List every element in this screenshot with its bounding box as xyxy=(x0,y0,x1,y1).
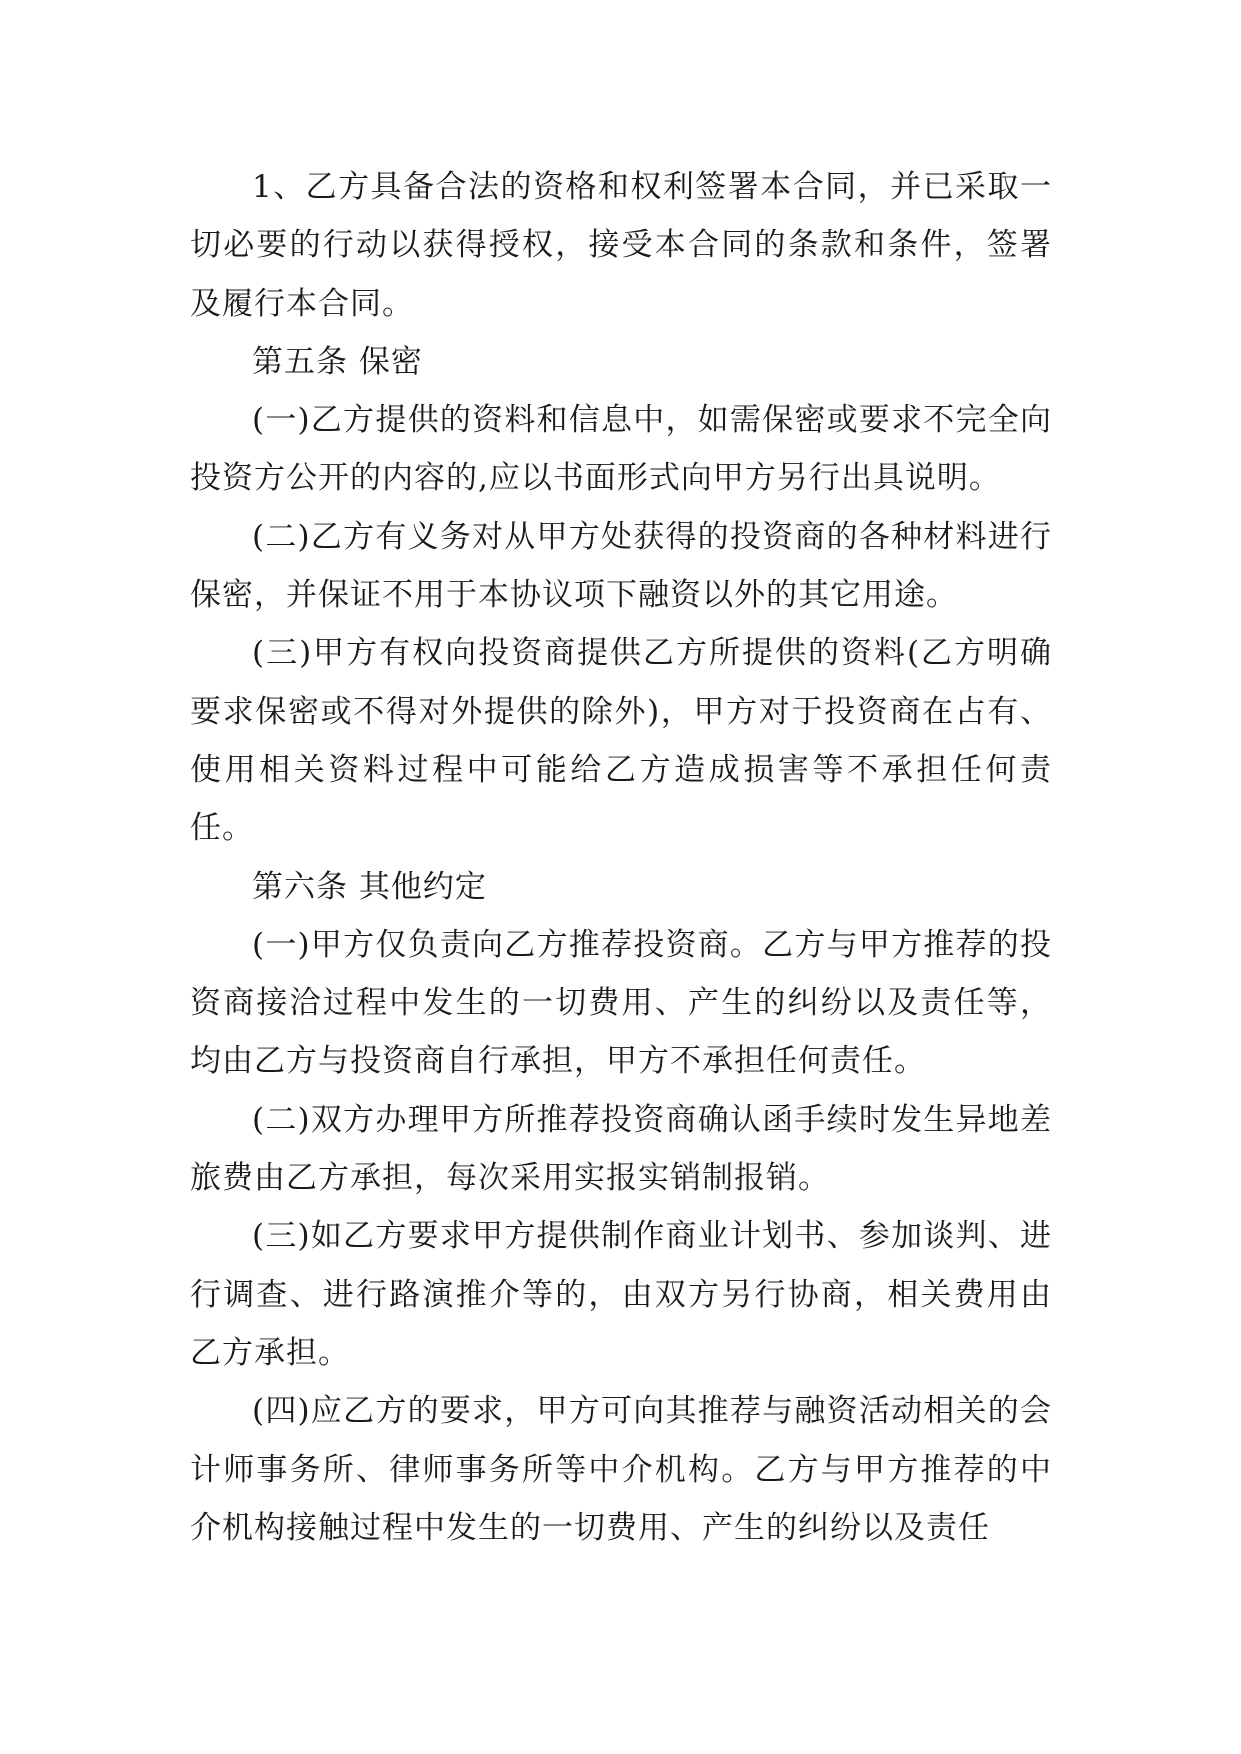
document-body xyxy=(190,158,1052,1557)
paragraph-other-4: (四)应乙方的要求，甲方可向其推荐与融资活动相关的会计师事务所、律师事务所等中介机构。乙方与甲方推荐的中介机构接触过程中发生的一切费用、产生的纠纷以及责任 xyxy=(190,1393,1052,1546)
paragraph-confidential-2: (二)乙方有义务对从甲方处获得的投资商的各种材料进行保密，并保证不用于本协议项下融资以外的其它用途。 xyxy=(190,518,1052,614)
paragraph-other-3: (三)如乙方要求甲方提供制作商业计划书、参加谈判、进行调查、进行路演推介等的，由双方另行协商，相关费用由乙方承担。 xyxy=(190,1218,1052,1371)
article-six-heading: 第六条 其他约定 xyxy=(252,868,487,905)
paragraph-qualification: 1、乙方具备合法的资格和权利签署本合同，并已采取一切必要的行动以获得授权，接受本合同的条款和条件，签署及履行本合同。 xyxy=(190,169,1052,322)
paragraph-confidential-1: (一)乙方提供的资料和信息中，如需保密或要求不完全向投资方公开的内容的,应以书面形式向甲方另行出具说明。 xyxy=(190,402,1052,497)
article-five-heading: 第五条 保密 xyxy=(252,343,423,380)
paragraph-other-2: (二)双方办理甲方所推荐投资商确认函手续时发生异地差旅费由乙方承担，每次采用实报实销制报销。 xyxy=(190,1101,1052,1197)
paragraph-confidential-3: (三)甲方有权向投资商提供乙方所提供的资料(乙方明确要求保密或不得对外提供的除外)，甲方对于投资商在占有、使用相关资料过程中可能给乙方造成损害等不承担任何责任。 xyxy=(190,635,1052,847)
paragraph-other-1: (一)甲方仅负责向乙方推荐投资商。乙方与甲方推荐的投资商接洽过程中发生的一切费用、产生的纠纷以及责任等，均由乙方与投资商自行承担，甲方不承担任何责任。 xyxy=(190,926,1052,1080)
